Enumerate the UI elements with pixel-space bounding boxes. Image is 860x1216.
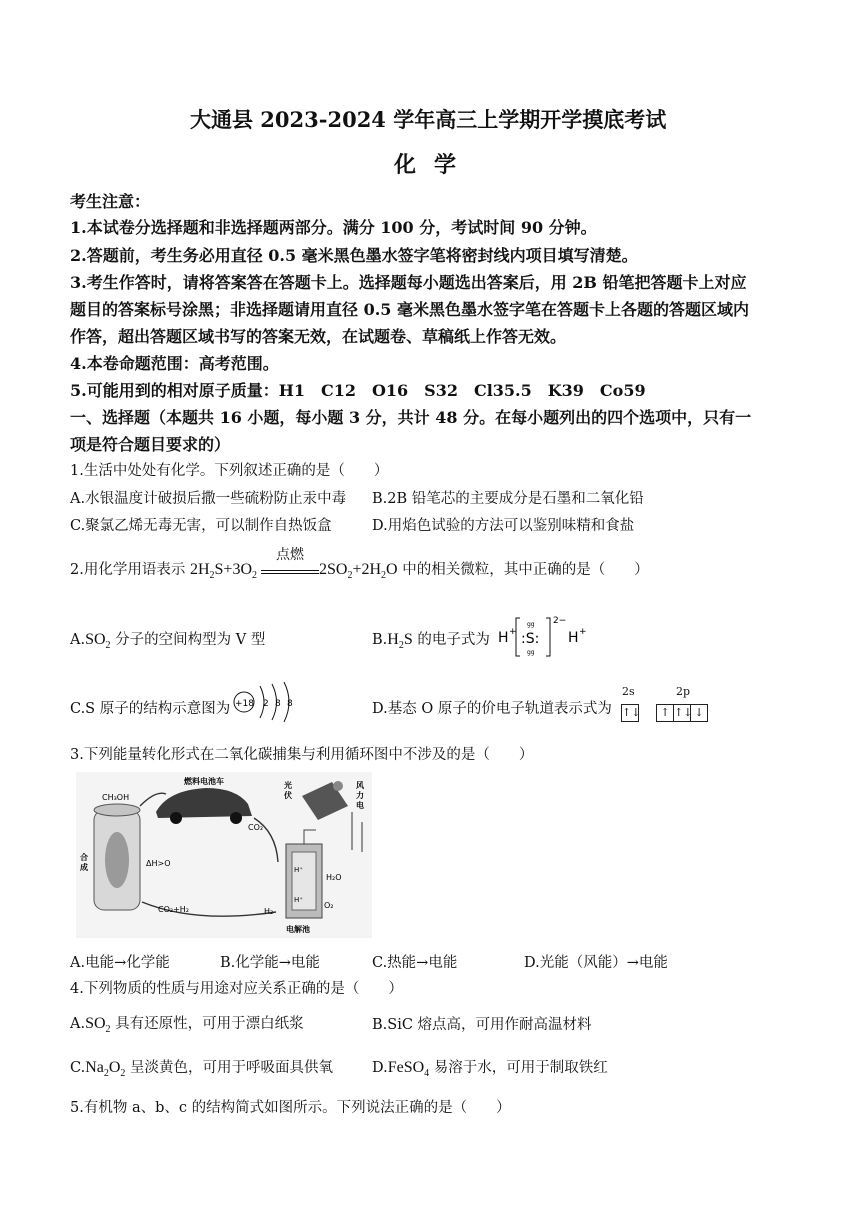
shell-electrons: 2 bbox=[263, 699, 269, 709]
svg-text:gg: gg bbox=[527, 649, 535, 656]
label-h2o: H₂O bbox=[326, 873, 342, 882]
shell-electrons: 8 bbox=[275, 699, 281, 709]
label-h2: H₂ bbox=[264, 907, 274, 916]
reaction-arrow bbox=[261, 547, 319, 574]
orbital-diagram: ↑↓ ↑ ↑↓ ↓ bbox=[621, 702, 708, 722]
question-stem: 1.生活中处处有化学。下列叙述正确的是（ ） bbox=[70, 463, 389, 479]
option-d: D.FeSO$_4$ 易溶于水，可用于制取铁红 bbox=[372, 1059, 608, 1080]
option-a: $A.SO_2$ 具有还原性，可用于漂白纸浆 bbox=[70, 1015, 304, 1036]
label-electrolysis-cell: 电解池 bbox=[286, 925, 310, 934]
shell-electrons: 8 bbox=[287, 699, 293, 709]
label-co2: CO₂ bbox=[248, 823, 264, 832]
svg-text:+: + bbox=[579, 627, 587, 637]
orbital-label-2s: 2s bbox=[622, 685, 635, 698]
option-a: A.水银温度计破损后撒一些硫粉防止汞中毒 bbox=[70, 491, 347, 507]
label-car: 燃料电池车 bbox=[184, 777, 224, 786]
svg-text::S:: :S: bbox=[521, 631, 540, 647]
option-b: $B.H_2S$ 的电子式为 bbox=[372, 631, 490, 652]
question-5-stem: 5.有机物 a、b、c 的结构简式如图所示。下列说法正确的是（ ） bbox=[70, 1100, 511, 1116]
question-stem: 3.下列能量转化形式在二氧化碳捕集与利用循环图中不涉及的是（ ） bbox=[70, 747, 534, 763]
stem-prefix: 2.用化学用语表示 bbox=[70, 562, 186, 578]
option-d: D.基态 O 原子的价电子轨道表示式为 bbox=[372, 701, 612, 717]
option-a: A.电能→化学能 bbox=[70, 955, 170, 971]
notice-line: 3.考生作答时，请将答案答在答题卡上。选择题每小题选出答案后，用 2B 铅笔把答题卡上对应 bbox=[70, 273, 747, 292]
section-heading-cont: 项是符合题目要求的） bbox=[70, 435, 231, 454]
option-c: C.聚氯乙烯无毒无害，可以制作自热饭盒 bbox=[70, 518, 332, 534]
svg-text:2−: 2− bbox=[553, 616, 567, 626]
label-synthesis: 合 bbox=[80, 853, 88, 862]
label-wind: 电 bbox=[356, 801, 364, 810]
label-hplus: H⁺ bbox=[294, 896, 303, 904]
section-heading: 一、选择题（本题共 16 小题，每小题 3 分，共计 48 分。在每小题列出的四个选项中，只有一 bbox=[70, 408, 752, 427]
label-synthesis: 成 bbox=[80, 863, 88, 872]
option-d: D.用焰色试验的方法可以鉴别味精和食盐 bbox=[372, 518, 635, 534]
notice-heading: 考生注意： bbox=[70, 192, 151, 211]
notice-line: 4.本卷命题范围：高考范围。 bbox=[70, 354, 279, 373]
nucleus-charge: +18 bbox=[235, 699, 254, 709]
svg-text:H: H bbox=[568, 630, 579, 646]
label-wind: 力 bbox=[356, 791, 364, 800]
label-wind: 风 bbox=[356, 781, 364, 790]
notice-line: 2.答题前，考生务必用直径 0.5 毫米黑色墨水签字笔将密封线内项目填写清楚。 bbox=[70, 246, 638, 265]
option-b: B.化学能→电能 bbox=[220, 955, 320, 971]
subject-title: 化学 bbox=[394, 152, 475, 178]
label-o2: O₂ bbox=[324, 901, 334, 910]
co2-cycle-figure bbox=[76, 772, 372, 938]
notice-line: 5.可能用到的相对原子质量：H1 C12 O16 S32 Cl35.5 K39 Co59 bbox=[70, 381, 646, 400]
electron-formula bbox=[496, 612, 606, 660]
svg-text:gg: gg bbox=[527, 621, 535, 628]
label-enthalpy: ΔH>O bbox=[146, 859, 171, 868]
option-b: B.SiC 熔点高，可用作耐高温材料 bbox=[372, 1017, 592, 1033]
reaction-equation: $2H_2S+3O_2$ 点燃 $2SO_2+2H_2O$ bbox=[190, 561, 398, 578]
svg-text:H: H bbox=[498, 630, 509, 646]
option-c: C.S 原子的结构示意图为 bbox=[70, 701, 231, 717]
question-stem: 4.下列物质的性质与用途对应关系正确的是（ ） bbox=[70, 981, 403, 997]
question-stem bbox=[70, 547, 649, 582]
notice-line: 1.本试卷分选择题和非选择题两部分。满分 100 分，考试时间 90 分钟。 bbox=[70, 218, 597, 237]
notice-line: 题目的答案标号涂黑；非选择题请用直径 0.5 毫米黑色墨水签字笔在答题卡上各题的答题区域内 bbox=[70, 300, 749, 319]
option-c: $C.Na_2O_2$ 呈淡黄色，可用于呼吸面具供氧 bbox=[70, 1059, 334, 1080]
stem-suffix: 中的相关微粒，其中正确的是（ ） bbox=[402, 562, 649, 578]
label-co2-h2: CO₂+H₂ bbox=[158, 905, 190, 914]
label-hplus: H⁺ bbox=[294, 866, 303, 874]
notice-line: 作答，超出答题区域书写的答案无效，在试题卷、草稿纸上作答无效。 bbox=[70, 327, 567, 346]
exam-title: 大通县 2023-2024 学年高三上学期开学摸底考试 bbox=[190, 107, 667, 132]
option-a: $A.SO_2$ 分子的空间构型为 V 型 bbox=[70, 631, 266, 652]
orbital-label-2p: 2p bbox=[676, 685, 691, 698]
label-methanol: CH₃OH bbox=[102, 793, 130, 802]
option-c: C.热能→电能 bbox=[372, 955, 458, 971]
label-pv: 伏 bbox=[284, 791, 292, 800]
svg-text:+: + bbox=[509, 627, 517, 637]
option-d: D.光能（风能）→电能 bbox=[524, 955, 668, 971]
reaction-condition: 点燃 bbox=[276, 547, 304, 563]
label-pv: 光 bbox=[284, 781, 292, 790]
option-b: B.2B 铅笔芯的主要成分是石墨和二氧化铅 bbox=[372, 491, 644, 507]
atom-structure-diagram bbox=[230, 680, 300, 724]
